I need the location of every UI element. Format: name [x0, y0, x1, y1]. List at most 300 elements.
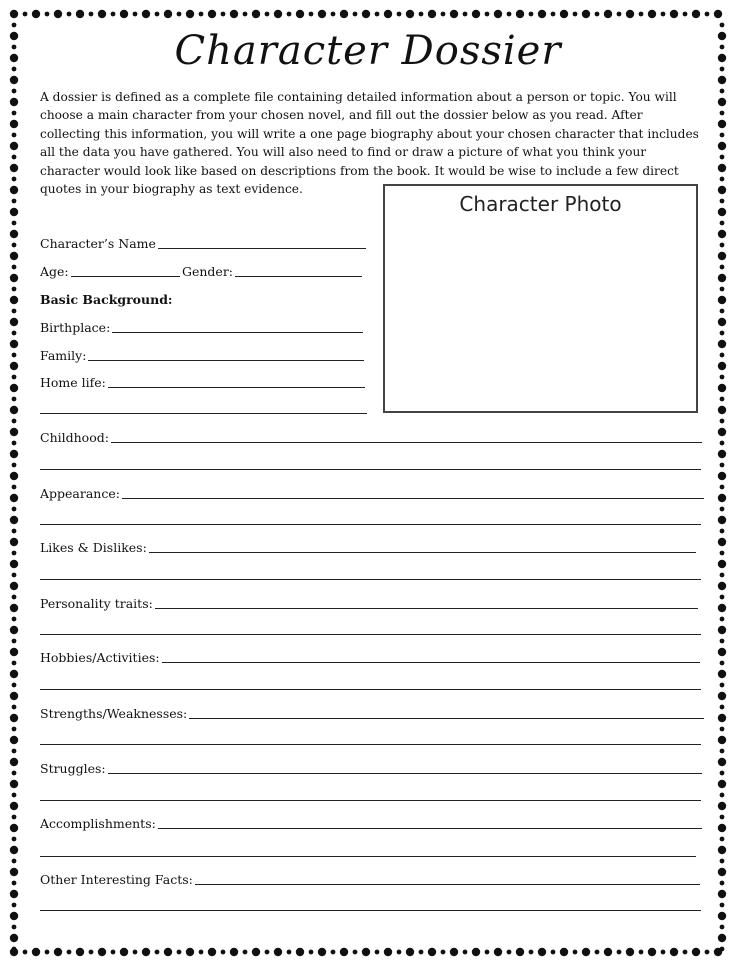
- border-dot: [10, 670, 18, 678]
- border-dot: [142, 10, 150, 18]
- border-dot: [718, 120, 726, 128]
- border-dot: [720, 639, 725, 644]
- border-dot: [720, 661, 725, 666]
- border-dot: [67, 950, 72, 955]
- border-dot: [76, 10, 84, 18]
- border-dot: [720, 837, 725, 842]
- border-dot: [419, 950, 424, 955]
- border-dot: [720, 529, 725, 534]
- border-dot: [720, 925, 725, 930]
- birthplace-label: Birthplace:: [40, 320, 111, 335]
- border-dot: [375, 950, 380, 955]
- home-life-line[interactable]: [108, 387, 365, 388]
- border-dot: [12, 837, 17, 842]
- struggles-line[interactable]: [108, 773, 702, 774]
- character-name-line[interactable]: [158, 248, 366, 249]
- home-life-extra-line[interactable]: [40, 413, 367, 414]
- border-dot: [450, 948, 458, 956]
- border-dot: [12, 639, 17, 644]
- border-dot: [221, 950, 226, 955]
- border-dot: [10, 230, 18, 238]
- border-dot: [98, 948, 106, 956]
- border-dot: [718, 494, 726, 502]
- border-dot: [243, 950, 248, 955]
- appearance-field[interactable]: [40, 483, 704, 501]
- border-dot: [45, 12, 50, 17]
- border-dot: [720, 23, 725, 28]
- border-dot: [10, 472, 18, 480]
- border-dot: [419, 12, 424, 17]
- border-dot: [10, 736, 18, 744]
- border-dot: [720, 397, 725, 402]
- border-dot: [12, 397, 17, 402]
- border-dot: [485, 12, 490, 17]
- border-dot: [12, 771, 17, 776]
- family-field[interactable]: [40, 345, 364, 363]
- border-dot: [331, 950, 336, 955]
- age-field[interactable]: [40, 261, 180, 279]
- border-dot: [718, 538, 726, 546]
- border-dot: [12, 331, 17, 336]
- border-dot: [32, 948, 40, 956]
- border-dot: [10, 648, 18, 656]
- struggles-extra-line[interactable]: [40, 800, 701, 801]
- border-dot: [516, 948, 524, 956]
- character-name-field[interactable]: [40, 233, 366, 251]
- border-dot: [639, 950, 644, 955]
- border-dot: [718, 736, 726, 744]
- gender-field[interactable]: [182, 261, 362, 279]
- border-dot: [720, 485, 725, 490]
- border-dot: [714, 10, 722, 18]
- childhood-field[interactable]: [40, 427, 702, 445]
- border-dot: [718, 780, 726, 788]
- border-dot: [718, 230, 726, 238]
- border-dot: [720, 903, 725, 908]
- strengths-weaknesses-label: Strengths/Weaknesses:: [40, 706, 188, 721]
- border-dot: [670, 10, 678, 18]
- border-dot: [10, 120, 18, 128]
- border-dot: [516, 10, 524, 18]
- strengths-weaknesses-line[interactable]: [189, 718, 704, 719]
- border-dot: [10, 846, 18, 854]
- birthplace-line[interactable]: [112, 332, 363, 333]
- accomplishments-field[interactable]: [40, 813, 702, 831]
- border-dot: [120, 10, 128, 18]
- border-dot: [12, 287, 17, 292]
- accomplishments-line[interactable]: [158, 828, 702, 829]
- border-dot: [718, 692, 726, 700]
- border-dot: [595, 950, 600, 955]
- border-dot: [54, 948, 62, 956]
- border-dot: [362, 948, 370, 956]
- likes-dislikes-field[interactable]: [40, 537, 696, 555]
- border-dot: [199, 950, 204, 955]
- border-dot: [494, 948, 502, 956]
- border-dot: [10, 802, 18, 810]
- border-dot: [12, 221, 17, 226]
- border-dot: [10, 142, 18, 150]
- border-dot: [720, 573, 725, 578]
- border-dot: [507, 950, 512, 955]
- border-dot: [45, 950, 50, 955]
- border-dot: [720, 727, 725, 732]
- border-dot: [10, 252, 18, 260]
- border-dot: [720, 859, 725, 864]
- border-dot: [718, 934, 726, 942]
- border-dot: [23, 12, 28, 17]
- border-dot: [720, 793, 725, 798]
- border-dot: [538, 948, 546, 956]
- border-dot: [720, 947, 725, 952]
- border-dot: [142, 948, 150, 956]
- border-dot: [718, 648, 726, 656]
- border-dot: [551, 12, 556, 17]
- accomplishments-label: Accomplishments:: [40, 816, 156, 831]
- border-dot: [12, 463, 17, 468]
- border-dot: [720, 199, 725, 204]
- border-dot: [718, 362, 726, 370]
- border-dot: [12, 749, 17, 754]
- border-dot: [720, 375, 725, 380]
- border-dot: [120, 948, 128, 956]
- border-dot: [10, 626, 18, 634]
- border-dot: [384, 10, 392, 18]
- border-dot: [12, 353, 17, 358]
- border-dot: [10, 516, 18, 524]
- border-dot: [639, 12, 644, 17]
- border-dot: [718, 912, 726, 920]
- border-dot: [177, 12, 182, 17]
- border-dot: [718, 384, 726, 392]
- border-dot: [10, 362, 18, 370]
- home-life-label: Home life:: [40, 375, 106, 390]
- basic-background-heading: [40, 289, 240, 307]
- border-dot: [12, 507, 17, 512]
- border-dot: [12, 419, 17, 424]
- border-dot: [12, 859, 17, 864]
- border-dot: [573, 950, 578, 955]
- border-dot: [604, 10, 612, 18]
- border-dot: [720, 419, 725, 424]
- personality-traits-extra-line[interactable]: [40, 634, 701, 635]
- border-dot: [718, 98, 726, 106]
- hobbies-activities-field[interactable]: [40, 647, 700, 665]
- border-dot: [661, 12, 666, 17]
- appearance-line[interactable]: [122, 498, 704, 499]
- personality-traits-label: Personality traits:: [40, 596, 153, 611]
- accomplishments-extra-line[interactable]: [40, 856, 696, 857]
- border-dot: [718, 450, 726, 458]
- border-dot: [720, 705, 725, 710]
- border-dot: [274, 10, 282, 18]
- border-dot: [12, 89, 17, 94]
- struggles-field[interactable]: [40, 758, 702, 776]
- border-dot: [720, 595, 725, 600]
- border-dot: [76, 948, 84, 956]
- border-dot: [10, 98, 18, 106]
- border-dot: [720, 617, 725, 622]
- other-facts-extra-line[interactable]: [40, 910, 701, 911]
- border-dot: [133, 12, 138, 17]
- border-dot: [718, 670, 726, 678]
- gender-line[interactable]: [235, 276, 362, 277]
- border-dot: [718, 164, 726, 172]
- border-dot: [318, 10, 326, 18]
- family-line[interactable]: [88, 360, 364, 361]
- border-dot: [353, 950, 358, 955]
- border-dot: [720, 749, 725, 754]
- border-dot: [582, 10, 590, 18]
- border-dot: [720, 815, 725, 820]
- border-dot: [12, 243, 17, 248]
- birthplace-field[interactable]: [40, 317, 363, 335]
- border-dot: [155, 12, 160, 17]
- border-dot: [604, 948, 612, 956]
- childhood-extra-line[interactable]: [40, 469, 701, 470]
- border-dot: [12, 133, 17, 138]
- border-dot: [12, 199, 17, 204]
- border-dot: [32, 10, 40, 18]
- border-dot: [450, 10, 458, 18]
- border-dot: [23, 950, 28, 955]
- border-dot: [111, 950, 116, 955]
- border-dot: [428, 948, 436, 956]
- border-dot: [683, 12, 688, 17]
- border-dot: [529, 950, 534, 955]
- border-dot: [551, 950, 556, 955]
- border-dot: [10, 296, 18, 304]
- border-dot: [10, 164, 18, 172]
- home-life-field[interactable]: [40, 372, 365, 390]
- character-photo-box[interactable]: [383, 184, 698, 413]
- border-dot: [186, 948, 194, 956]
- border-dot: [10, 274, 18, 282]
- border-dot: [309, 950, 314, 955]
- intro-paragraph: A dossier is defined as a complete file containing detailed information about a person or topic. You will choose a main character from your chosen novel, and fill out the dossier below as you read. After collecting this information, you will write a one page biography about your chosen character that includes all the data you have gathered. You will also need to find or draw a picture of what you think your character would look like based on descriptions from the book. It would be wise to include a few direct quotes in your biography as text evidence.: [40, 90, 699, 197]
- border-dot: [10, 10, 18, 18]
- border-dot: [10, 934, 18, 942]
- border-dot: [441, 12, 446, 17]
- border-dot: [720, 133, 725, 138]
- border-dot: [718, 626, 726, 634]
- border-dot: [111, 12, 116, 17]
- border-dot: [718, 560, 726, 568]
- border-dot: [10, 76, 18, 84]
- border-dot: [720, 551, 725, 556]
- age-label: Age:: [40, 264, 69, 279]
- border-dot: [12, 485, 17, 490]
- border-dot: [692, 10, 700, 18]
- border-dot: [10, 494, 18, 502]
- border-dot: [199, 12, 204, 17]
- border-dot: [10, 758, 18, 766]
- border-dot: [720, 155, 725, 160]
- personality-traits-field[interactable]: [40, 593, 698, 611]
- border-dot: [718, 582, 726, 590]
- border-dot: [718, 274, 726, 282]
- border-dot: [720, 881, 725, 886]
- border-dot: [296, 948, 304, 956]
- border-dot: [89, 12, 94, 17]
- border-dot: [12, 529, 17, 534]
- border-dot: [718, 714, 726, 722]
- gender-label: Gender:: [182, 264, 234, 279]
- border-dot: [718, 868, 726, 876]
- border-dot: [683, 950, 688, 955]
- border-dot: [718, 428, 726, 436]
- border-dot: [12, 441, 17, 446]
- border-dot: [718, 890, 726, 898]
- border-dot: [10, 582, 18, 590]
- border-dot: [705, 950, 710, 955]
- personality-traits-line[interactable]: [155, 608, 698, 609]
- strengths-weaknesses-field[interactable]: [40, 703, 704, 721]
- likes-dislikes-extra-line[interactable]: [40, 579, 701, 580]
- border-dot: [12, 573, 17, 578]
- hobbies-activities-extra-line[interactable]: [40, 689, 701, 690]
- border-dot: [296, 10, 304, 18]
- border-dot: [54, 10, 62, 18]
- border-dot: [720, 111, 725, 116]
- border-dot: [595, 12, 600, 17]
- border-dot: [12, 111, 17, 116]
- border-dot: [720, 331, 725, 336]
- border-dot: [10, 538, 18, 546]
- border-dot: [12, 375, 17, 380]
- childhood-label: Childhood:: [40, 430, 109, 445]
- border-dot: [720, 265, 725, 270]
- border-dot: [720, 507, 725, 512]
- border-dot: [720, 353, 725, 358]
- border-dot: [692, 948, 700, 956]
- border-dot: [12, 617, 17, 622]
- character-photo-label: Character Photo: [459, 192, 622, 216]
- border-dot: [10, 780, 18, 788]
- hobbies-activities-line[interactable]: [162, 662, 700, 663]
- border-dot: [186, 10, 194, 18]
- border-dot: [243, 12, 248, 17]
- struggles-label: Struggles:: [40, 761, 106, 776]
- age-line[interactable]: [71, 276, 180, 277]
- border-dot: [720, 771, 725, 776]
- border-dot: [10, 890, 18, 898]
- border-dot: [406, 948, 414, 956]
- border-dot: [12, 177, 17, 182]
- border-dot: [98, 10, 106, 18]
- border-dot: [648, 948, 656, 956]
- border-dot: [720, 309, 725, 314]
- border-dot: [397, 950, 402, 955]
- border-dot: [353, 12, 358, 17]
- border-dot: [12, 727, 17, 732]
- border-dot: [718, 406, 726, 414]
- border-dot: [12, 793, 17, 798]
- border-dot: [12, 705, 17, 710]
- border-dot: [582, 948, 590, 956]
- border-dot: [648, 10, 656, 18]
- border-dot: [155, 950, 160, 955]
- childhood-line[interactable]: [111, 442, 702, 443]
- border-dot: [10, 318, 18, 326]
- other-facts-line[interactable]: [195, 884, 700, 885]
- border-dot: [720, 89, 725, 94]
- border-dot: [10, 714, 18, 722]
- basic-background-label: Basic Background:: [40, 292, 173, 307]
- border-dot: [670, 948, 678, 956]
- border-dot: [252, 10, 260, 18]
- border-dot: [12, 903, 17, 908]
- border-dot: [507, 12, 512, 17]
- border-dot: [406, 10, 414, 18]
- border-dot: [720, 463, 725, 468]
- border-dot: [384, 948, 392, 956]
- border-dot: [164, 948, 172, 956]
- border-dot: [560, 948, 568, 956]
- border-dot: [463, 950, 468, 955]
- border-dot: [252, 948, 260, 956]
- border-dot: [10, 692, 18, 700]
- border-dot: [12, 23, 17, 28]
- border-dot: [538, 10, 546, 18]
- border-dot: [10, 450, 18, 458]
- border-dot: [12, 881, 17, 886]
- border-dot: [12, 947, 17, 952]
- likes-dislikes-label: Likes & Dislikes:: [40, 540, 147, 555]
- character-name-label: Character’s Name: [40, 236, 156, 251]
- border-dot: [362, 10, 370, 18]
- border-dot: [720, 441, 725, 446]
- border-dot: [428, 10, 436, 18]
- other-facts-label: Other Interesting Facts:: [40, 872, 193, 887]
- border-dot: [133, 950, 138, 955]
- strengths-weaknesses-extra-line[interactable]: [40, 744, 701, 745]
- border-dot: [318, 948, 326, 956]
- border-dot: [718, 186, 726, 194]
- border-dot: [221, 12, 226, 17]
- border-dot: [177, 950, 182, 955]
- border-dot: [10, 824, 18, 832]
- border-dot: [720, 221, 725, 226]
- border-dot: [720, 287, 725, 292]
- border-dot: [89, 950, 94, 955]
- family-label: Family:: [40, 348, 87, 363]
- border-dot: [397, 12, 402, 17]
- appearance-extra-line[interactable]: [40, 524, 701, 525]
- border-dot: [12, 661, 17, 666]
- border-dot: [720, 683, 725, 688]
- other-facts-field[interactable]: [40, 869, 700, 887]
- border-dot: [287, 12, 292, 17]
- border-dot: [494, 10, 502, 18]
- border-dot: [441, 950, 446, 955]
- border-dot: [274, 948, 282, 956]
- border-dot: [463, 12, 468, 17]
- border-dot: [718, 142, 726, 150]
- border-dot: [718, 340, 726, 348]
- border-dot: [485, 950, 490, 955]
- border-dot: [265, 950, 270, 955]
- border-dot: [718, 846, 726, 854]
- border-dot: [626, 948, 634, 956]
- border-dot: [10, 406, 18, 414]
- border-dot: [472, 948, 480, 956]
- likes-dislikes-line[interactable]: [149, 552, 696, 553]
- page-title: Character Dossier: [174, 28, 562, 74]
- border-dot: [230, 948, 238, 956]
- border-dot: [626, 10, 634, 18]
- border-dot: [718, 318, 726, 326]
